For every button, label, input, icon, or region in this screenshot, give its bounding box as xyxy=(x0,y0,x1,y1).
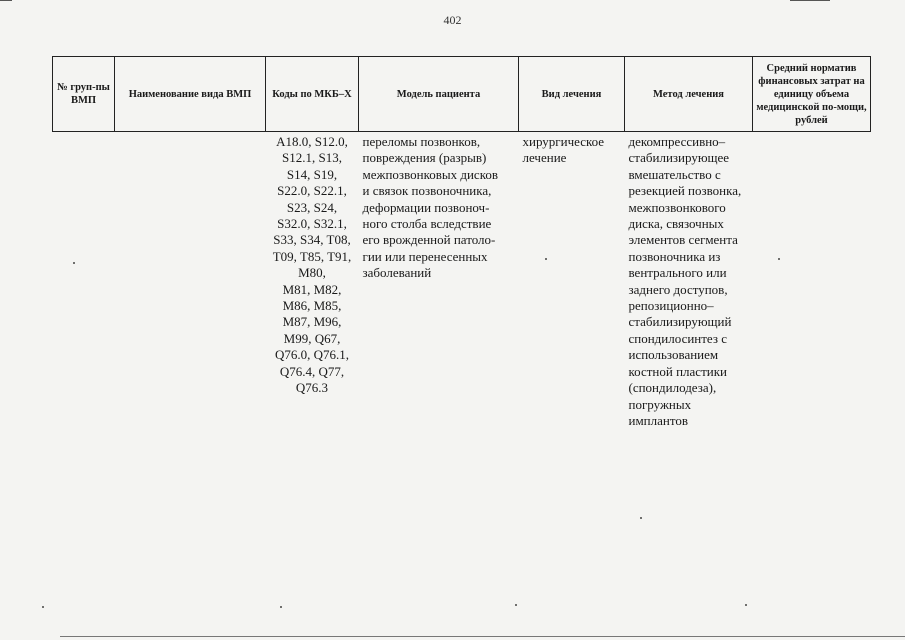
scan-edge-bottom xyxy=(60,636,905,637)
treatment-method-line: костной пластики xyxy=(628,363,727,379)
icd-codes-line: S14, S19, xyxy=(286,166,338,182)
col-header-treatment-method: Метод лечения xyxy=(625,57,753,132)
patient-model-line: повреждения (разрыв) xyxy=(362,150,487,166)
treatment-method-line: вмешательство с xyxy=(628,166,721,182)
patient-model-line: ного столба вследствие xyxy=(362,216,492,232)
cell-icd-codes xyxy=(266,132,359,575)
icd-codes-line: M80, xyxy=(298,265,326,281)
scan-speck xyxy=(745,604,747,606)
treatment-method-line: диска, связочных xyxy=(628,216,724,232)
treatment-method-line: вентрального или xyxy=(628,265,727,281)
treatment-method-line: декомпрессивно– xyxy=(628,134,726,149)
icd-codes-line: M81, M82, xyxy=(282,281,342,297)
icd-codes-line: M87, M96, xyxy=(282,314,342,330)
treatment-method-line: резекцией позвонка, xyxy=(628,183,742,199)
col-header-patient-model: Модель пациента xyxy=(359,57,519,132)
table-row xyxy=(53,132,871,575)
scan-speck xyxy=(640,517,642,519)
patient-model-line: заболеваний xyxy=(362,265,432,281)
patient-model-line: его врожденной патоло- xyxy=(362,232,496,248)
scan-edge-top-right xyxy=(790,0,830,1)
col-header-treatment-type: Вид лечения xyxy=(519,57,625,132)
treatment-type-line: хирургическое xyxy=(522,134,605,149)
cell-vmp-name xyxy=(115,132,266,575)
col-header-icd-codes: Коды по МКБ–Х xyxy=(266,57,359,132)
treatment-method-line: элементов сегмента xyxy=(628,232,738,248)
treatment-method-line: межпозвонкового xyxy=(628,199,726,215)
treatment-method-line: погружных xyxy=(628,396,692,412)
icd-codes-line: S23, S24, xyxy=(286,199,338,215)
icd-codes-line: Q76.0, Q76.1, xyxy=(274,347,350,363)
scan-speck xyxy=(280,606,282,608)
treatment-method-line: позвоночника из xyxy=(628,248,721,264)
icd-codes-line: Q76.4, Q77, xyxy=(279,363,345,379)
cell-treatment-method xyxy=(625,132,753,575)
cell-group-number xyxy=(53,132,115,575)
cell-cost-standard xyxy=(753,132,871,575)
treatment-method-line: спондилосинтез с xyxy=(628,330,728,346)
treatment-method-line: имплантов xyxy=(628,412,689,428)
cell-patient-model xyxy=(359,132,519,575)
icd-codes-line: S22.0, S22.1, xyxy=(277,183,347,199)
scan-edge-top-left xyxy=(0,0,12,1)
col-header-group-number: № груп-пы ВМП xyxy=(53,57,115,132)
scan-speck xyxy=(73,262,75,264)
treatment-type-line: лечение xyxy=(522,150,567,166)
treatment-method-line: стабилизирующее xyxy=(628,150,730,166)
scan-speck xyxy=(515,604,517,606)
icd-codes-line: S32.0, S32.1, xyxy=(277,216,347,232)
treatment-method-line: стабилизирующий xyxy=(628,314,732,330)
icd-codes-line: S33, S34, T08, xyxy=(273,232,351,248)
icd-codes-line: M86, M85, xyxy=(282,298,342,314)
icd-codes-line: S12.1, S13, xyxy=(282,150,342,166)
patient-model-line: деформации позвоноч- xyxy=(362,199,490,215)
patient-model-line: межпозвонковых дисков xyxy=(362,166,498,182)
col-header-cost-standard: Средний норматив финансовых затрат на единицу объема медицинской по-мощи, рублей xyxy=(753,57,871,132)
scan-speck xyxy=(42,606,44,608)
icd-codes-line: Q76.3 xyxy=(295,380,329,396)
icd-codes-line: T09, T85, T91, xyxy=(272,248,352,264)
scan-speck xyxy=(545,258,547,260)
patient-model-line: и связок позвоночника, xyxy=(362,183,492,199)
patient-model-line: переломы позвонков, xyxy=(362,134,481,149)
icd-codes-line: A18.0, S12.0, xyxy=(276,134,348,149)
treatment-method-line: заднего доступов, xyxy=(628,281,728,297)
treatment-method-line: использованием xyxy=(628,347,719,363)
scan-speck xyxy=(778,258,780,260)
page-number: 402 xyxy=(443,13,462,27)
cell-treatment-type xyxy=(519,132,625,575)
table-header-row xyxy=(53,57,871,132)
vmp-table xyxy=(52,56,871,574)
icd-codes-line: M99, Q67, xyxy=(283,330,341,346)
patient-model-line: гии или перенесенных xyxy=(362,248,488,264)
treatment-method-line: (спондилодеза), xyxy=(628,380,717,396)
col-header-vmp-name: Наименование вида ВМП xyxy=(115,57,266,132)
treatment-method-line: репозиционно– xyxy=(628,298,714,314)
